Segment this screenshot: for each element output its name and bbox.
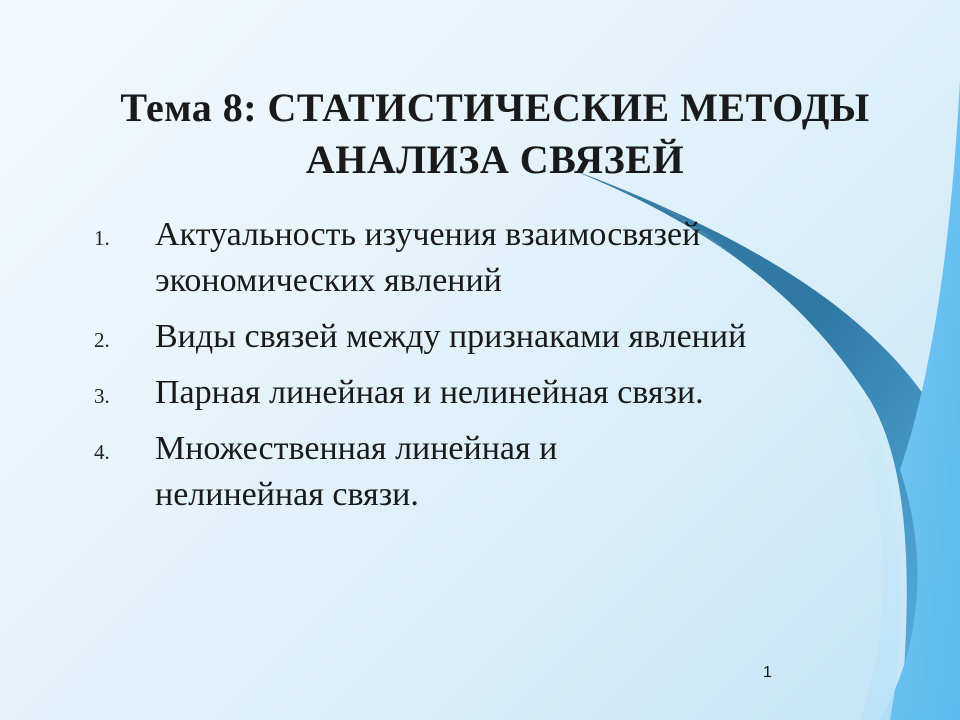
list-item (0, 212, 900, 304)
list-item-text: Актуальность изучения взаимосвязей экономических явлений (155, 216, 701, 299)
list-item-number: 2. (94, 328, 110, 352)
list-item (0, 370, 900, 416)
list-item-text: Множественная линейная и нелинейная связи. (155, 430, 558, 513)
list-item-number: 1. (94, 226, 110, 250)
topic-list (0, 212, 900, 528)
title-line-2: АНАЛИЗА СВЯЗЕЙ (305, 137, 685, 182)
list-item-text: Парная линейная и нелинейная связи. (155, 374, 704, 411)
title-line-1: Тема 8: СТАТИСТИЧЕСКИЕ МЕТОДЫ (120, 85, 870, 130)
list-item-number: 4. (94, 440, 110, 464)
list-item (0, 426, 900, 518)
list-item-text: Виды связей между признаками явлений (155, 318, 747, 355)
list-item (0, 314, 900, 360)
slide-title (60, 82, 930, 186)
page-number: 1 (763, 664, 772, 681)
list-item-number: 3. (94, 384, 110, 408)
